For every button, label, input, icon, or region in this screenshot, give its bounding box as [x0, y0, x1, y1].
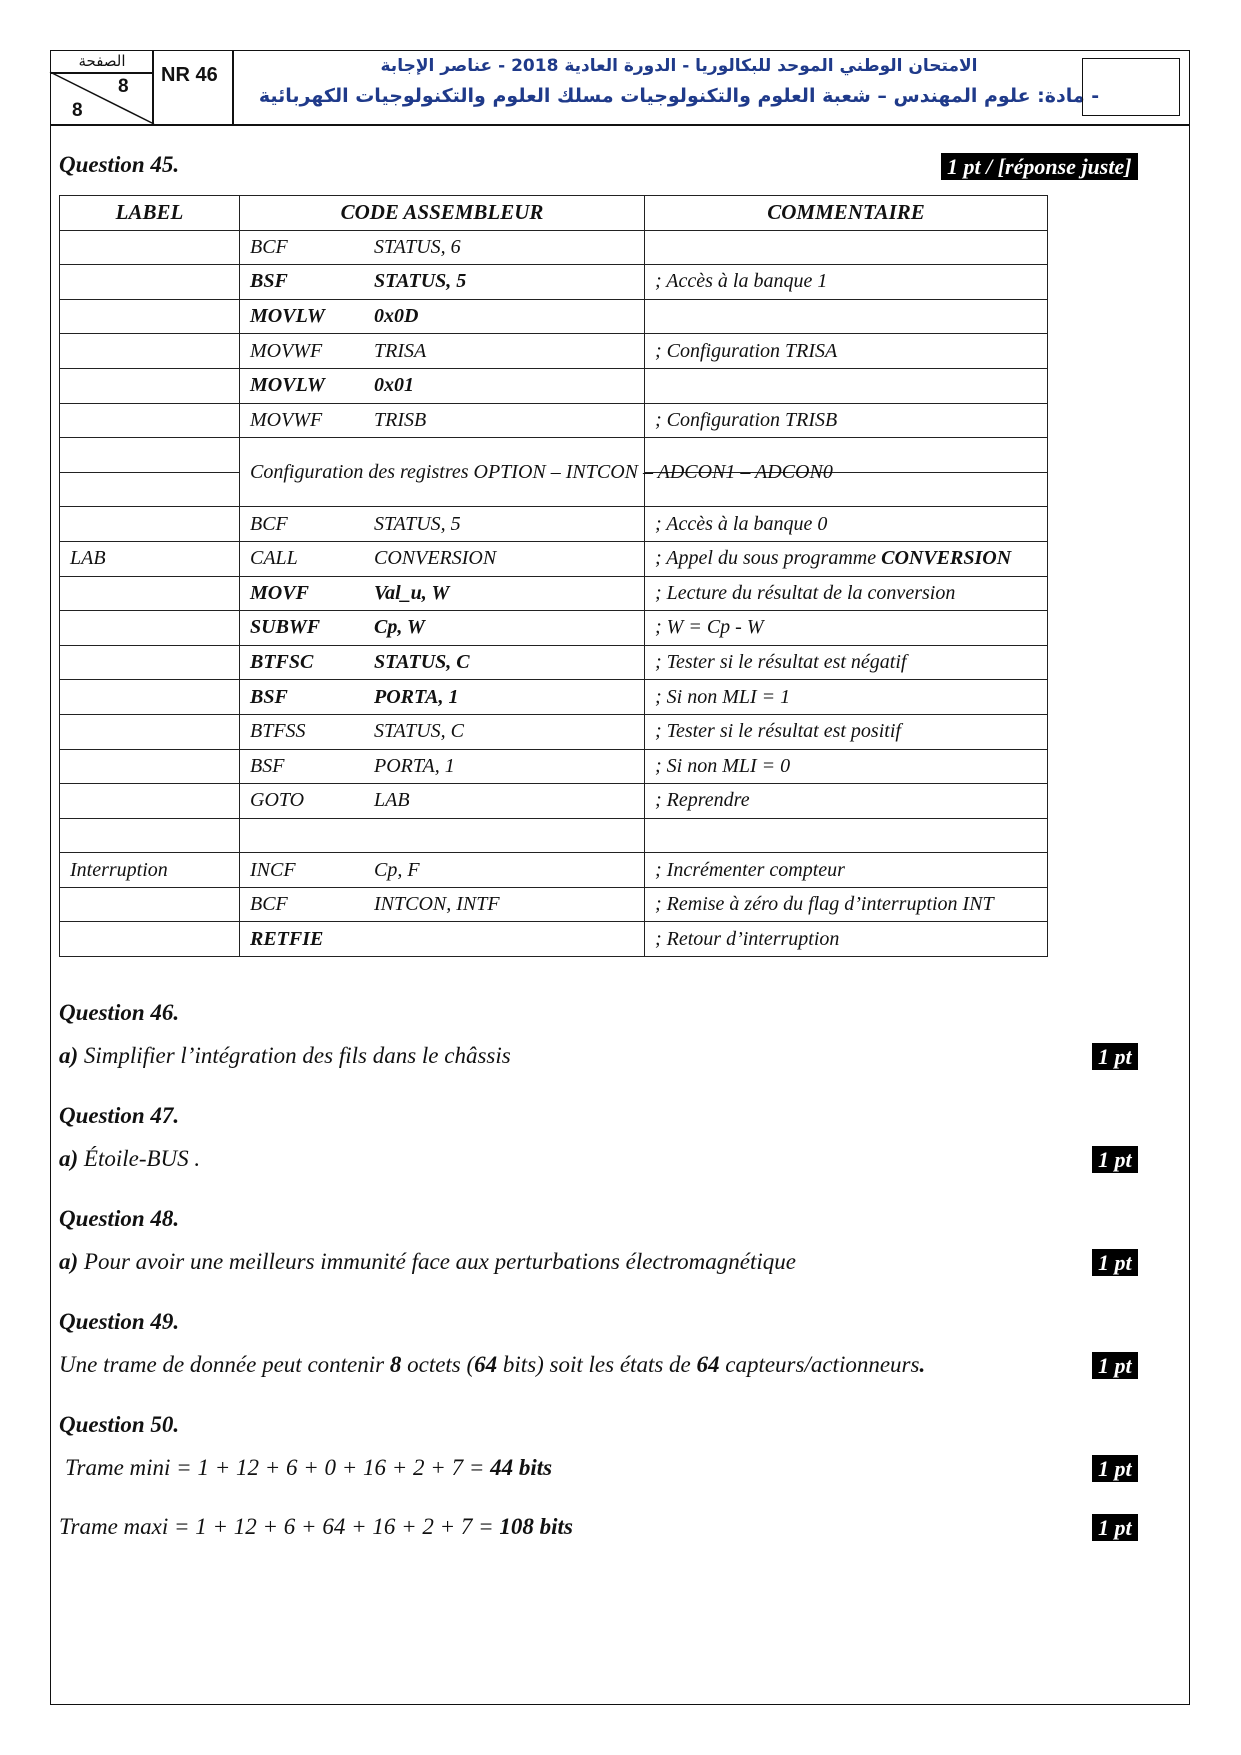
row-label	[60, 887, 240, 922]
row-operand: INTCON, INTF	[374, 893, 500, 916]
q49-text-3: bits) soit les états de	[497, 1352, 697, 1377]
row-comment	[645, 853, 1048, 888]
row-comment	[645, 749, 1048, 784]
table-row	[60, 714, 1048, 749]
row-code	[240, 784, 645, 819]
row-label	[60, 784, 240, 819]
header-code: CODE ASSEMBLEUR	[240, 196, 645, 231]
q49-period: .	[919, 1352, 926, 1377]
row-label	[60, 265, 240, 300]
row-comment	[645, 887, 1048, 922]
row-comment-text: ; Accès à la banque 0	[655, 512, 828, 535]
row-label	[60, 403, 240, 438]
q47-prefix: a)	[59, 1146, 79, 1171]
table-row	[60, 922, 1048, 957]
q48-answer	[59, 1249, 796, 1275]
row-comment-text: ; Configuration TRISB	[655, 408, 838, 431]
row-operand: STATUS, 5	[374, 512, 461, 535]
table-row	[60, 576, 1048, 611]
exam-title-line1: الامتحان الوطني الموحد للبكالوريا - الدورة العادية 2018 - عناصر الإجابة	[380, 56, 978, 76]
q49-bold-2: 64	[474, 1352, 498, 1377]
q50-mini	[65, 1455, 552, 1481]
row-comment-text: ; Incrémenter compteur	[655, 858, 845, 881]
table-header-row	[60, 196, 1048, 231]
row-comment-text: ; Si non MLI = 1	[655, 685, 791, 708]
row-operand: TRISB	[374, 408, 427, 431]
row-mnemonic: BSF	[250, 685, 288, 708]
row-comment	[645, 680, 1048, 715]
q49-bold-3: 64	[696, 1352, 720, 1377]
row-operand: LAB	[374, 789, 410, 812]
diagonal-divider	[50, 72, 154, 124]
row-operand: STATUS, 5	[374, 270, 467, 293]
row-mnemonic: BCF	[250, 235, 288, 258]
row-comment	[645, 922, 1048, 957]
row-mnemonic: MOVF	[250, 581, 309, 604]
row-comment-text: ; Reprendre	[655, 789, 750, 812]
row-comment-text: ; Lecture du résultat de la conversion	[655, 581, 956, 604]
row-comment	[645, 611, 1048, 646]
row-code	[240, 887, 645, 922]
row-code	[240, 403, 645, 438]
row-comment	[645, 334, 1048, 369]
row-label	[60, 714, 240, 749]
row-comment	[645, 784, 1048, 819]
table-row	[60, 680, 1048, 715]
row-operand: Cp, F	[374, 858, 420, 881]
config-registers-note: Configuration des registres OPTION – INTCON – ADCON1 – ADCON0	[240, 438, 645, 507]
row-comment-text: ; Configuration TRISA	[655, 339, 838, 362]
row-comment-text: ; Si non MLI = 0	[655, 754, 791, 777]
row-comment	[645, 714, 1048, 749]
table-row-config-1	[60, 438, 1048, 473]
row-label: LAB	[60, 541, 240, 576]
row-label	[60, 645, 240, 680]
row-code	[240, 230, 645, 265]
row-operand: CONVERSION	[374, 547, 497, 570]
row-code	[240, 749, 645, 784]
q49-answer	[59, 1352, 925, 1378]
row-mnemonic: BCF	[250, 893, 288, 916]
table-row	[60, 853, 1048, 888]
q46-answer	[59, 1043, 511, 1069]
q46-points: 1 pt	[1092, 1043, 1138, 1070]
row-comment-text: ; Tester si le résultat est négatif	[655, 651, 907, 674]
q46-prefix: a)	[59, 1043, 79, 1068]
row-comment	[645, 265, 1048, 300]
q47-text: Étoile-BUS .	[83, 1146, 201, 1171]
row-code	[240, 645, 645, 680]
q47-answer	[59, 1146, 200, 1172]
row-mnemonic: MOVLW	[250, 374, 325, 397]
row-mnemonic: MOVLW	[250, 305, 325, 328]
row-operand: TRISA	[374, 339, 427, 362]
row-code	[240, 853, 645, 888]
row-code	[240, 714, 645, 749]
table-row	[60, 368, 1048, 403]
row-comment-text: ; Tester si le résultat est positif	[655, 720, 901, 743]
row-mnemonic: BSF	[250, 270, 288, 293]
row-mnemonic: SUBWF	[250, 616, 321, 639]
row-comment	[645, 645, 1048, 680]
row-comment	[645, 368, 1048, 403]
row-label	[60, 507, 240, 542]
row-comment-text: ; Appel du sous programme	[655, 547, 882, 570]
row-mnemonic: BTFSS	[250, 720, 306, 743]
q48-title: Question 48.	[59, 1206, 180, 1231]
row-label	[60, 818, 240, 853]
row-comment-text: ; W = Cp - W	[655, 616, 764, 639]
row-code	[240, 818, 645, 853]
q47-points: 1 pt	[1092, 1146, 1138, 1173]
row-code	[240, 368, 645, 403]
table-row	[60, 887, 1048, 922]
table-row	[60, 611, 1048, 646]
q45-title: Question 45.	[59, 152, 180, 177]
table-row	[60, 541, 1048, 576]
row-label	[60, 230, 240, 265]
row-comment	[645, 576, 1048, 611]
q47-title: Question 47.	[59, 1103, 180, 1128]
row-label	[60, 611, 240, 646]
table-row	[60, 818, 1048, 853]
page-total: 8	[72, 100, 83, 121]
q50-mini-points: 1 pt	[1092, 1455, 1138, 1482]
q50-mini-result: 44 bits	[490, 1455, 553, 1480]
row-label	[60, 334, 240, 369]
row-comment-text: ; Retour d’interruption	[655, 927, 840, 950]
table-row	[60, 299, 1048, 334]
row-mnemonic: RETFIE	[250, 927, 324, 950]
row-code	[240, 299, 645, 334]
table-row	[60, 645, 1048, 680]
q49-text-1: Une trame de donnée peut contenir	[59, 1352, 390, 1377]
empty-header-box	[1082, 58, 1180, 116]
table-row	[60, 334, 1048, 369]
row-operand: PORTA, 1	[374, 754, 455, 777]
table-row	[60, 784, 1048, 819]
row-operand: 0x01	[374, 374, 414, 397]
table-row	[60, 265, 1048, 300]
row-comment	[645, 299, 1048, 334]
row-operand: Val_u, W	[374, 581, 450, 604]
q46-title: Question 46.	[59, 1000, 180, 1025]
row-code	[240, 334, 645, 369]
row-code	[240, 680, 645, 715]
row-operand: PORTA, 1	[374, 685, 459, 708]
row-code	[240, 922, 645, 957]
q49-text-2: octets (	[401, 1352, 475, 1377]
row-comment	[645, 541, 1048, 576]
row-mnemonic: MOVWF	[250, 408, 323, 431]
row-comment	[645, 403, 1048, 438]
exam-header	[50, 50, 1190, 126]
row-code	[240, 507, 645, 542]
q45-points: 1 pt / [réponse juste]	[941, 153, 1138, 180]
q48-text: Pour avoir une meilleurs immunité face aux perturbations électromagnétique	[83, 1249, 796, 1274]
table-row	[60, 230, 1048, 265]
page-number-box	[50, 50, 154, 124]
row-label	[60, 299, 240, 334]
row-comment-emphasis: CONVERSION	[881, 547, 1012, 570]
row-code	[240, 576, 645, 611]
row-operand: STATUS, 6	[374, 235, 461, 258]
row-mnemonic: INCF	[250, 858, 296, 881]
row-comment-text: ; Accès à la banque 1	[655, 270, 828, 293]
row-label	[60, 576, 240, 611]
row-label	[60, 749, 240, 784]
header-comment: COMMENTAIRE	[645, 196, 1048, 231]
row-comment	[645, 507, 1048, 542]
row-operand: STATUS, C	[374, 720, 465, 743]
row-label	[60, 438, 240, 473]
page-current: 8	[118, 76, 129, 97]
q49-text-4: capteurs/actionneurs	[719, 1352, 920, 1377]
header-label: LABEL	[60, 196, 240, 231]
row-mnemonic: GOTO	[250, 789, 305, 812]
row-mnemonic: BTFSC	[250, 651, 314, 674]
row-code	[240, 541, 645, 576]
q49-points: 1 pt	[1092, 1352, 1138, 1379]
row-mnemonic: MOVWF	[250, 339, 323, 362]
row-code	[240, 265, 645, 300]
assembly-table	[59, 195, 1048, 957]
q49-bold-1: 8	[389, 1352, 402, 1377]
row-mnemonic: BSF	[250, 754, 285, 777]
q46-text: Simplifier l’intégration des fils dans le châssis	[83, 1043, 511, 1068]
row-operand: 0x0D	[374, 305, 419, 328]
table-row	[60, 507, 1048, 542]
row-mnemonic: CALL	[250, 547, 298, 570]
table-row	[60, 749, 1048, 784]
table-row	[60, 403, 1048, 438]
q48-points: 1 pt	[1092, 1249, 1138, 1276]
row-label	[60, 680, 240, 715]
q50-title: Question 50.	[59, 1412, 180, 1437]
row-label	[60, 368, 240, 403]
q50-maxi-expr: Trame maxi = 1 + 12 + 6 + 64 + 16 + 2 + 7 =	[59, 1514, 500, 1539]
q50-maxi	[59, 1514, 573, 1540]
q50-maxi-result: 108 bits	[499, 1514, 573, 1539]
exam-title	[234, 50, 1124, 124]
row-label	[60, 922, 240, 957]
q49-title: Question 49.	[59, 1309, 180, 1334]
row-comment	[645, 818, 1048, 853]
q50-mini-expr: Trame mini = 1 + 12 + 6 + 0 + 16 + 2 + 7 =	[65, 1455, 491, 1480]
row-label	[60, 472, 240, 507]
q50-maxi-points: 1 pt	[1092, 1514, 1138, 1541]
row-operand: STATUS, C	[374, 651, 470, 674]
row-code	[240, 611, 645, 646]
row-operand: Cp, W	[374, 616, 425, 639]
exam-code: NR 46	[154, 50, 234, 124]
row-mnemonic: BCF	[250, 512, 288, 535]
row-comment	[645, 230, 1048, 265]
exam-title-line2: - مادة: علوم المهندس – شعبة العلوم والتكنولوجيات مسلك العلوم والتكنولوجيات الكهربائية	[258, 85, 1100, 107]
row-label: Interruption	[60, 853, 240, 888]
q48-prefix: a)	[59, 1249, 79, 1274]
page-label: الصفحة	[50, 50, 154, 74]
row-comment-text: ; Remise à zéro du flag d’interruption INT	[655, 893, 994, 916]
